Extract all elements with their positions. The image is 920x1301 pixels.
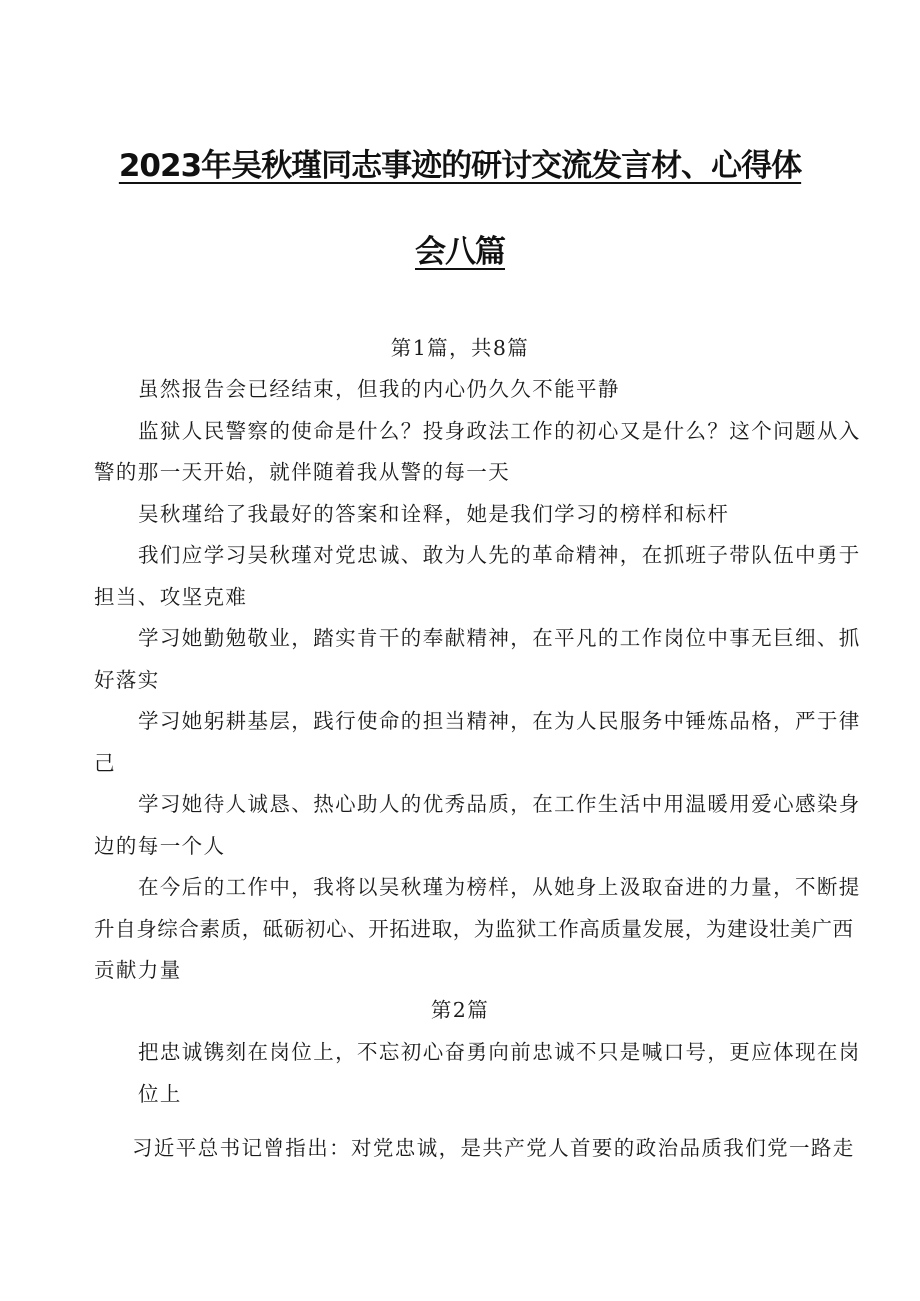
paragraph-line: 担当、攻坚克难 [94, 585, 248, 609]
paragraph-line: 学习她勤勉敬业，踏实肯干的奉献精神，在平凡的工作岗位中事无巨细、抓 [138, 626, 861, 650]
section-1-heading: 第1篇，共8篇 [390, 336, 530, 360]
paragraph-line: 贡献力量 [94, 958, 182, 982]
paragraph-line: 把忠诚镌刻在岗位上，不忘初心奋勇向前忠诚不只是喊口号，更应体现在岗 [138, 1040, 861, 1064]
paragraph-line: 在今后的工作中，我将以吴秋瑾为榜样，从她身上汲取奋进的力量，不断提 [138, 875, 861, 899]
paragraph-line: 习近平总书记曾指出：对党忠诚，是共产党人首要的政治品质我们党一路走 [132, 1136, 855, 1160]
paragraph-line: 虽然报告会已经结束，但我的内心仍久久不能平静 [138, 377, 620, 401]
paragraph-line: 边的每一个人 [94, 834, 226, 858]
document-title-line-1 [0, 140, 920, 185]
document-title-line-2 [0, 226, 920, 271]
paragraph-line: 吴秋瑾给了我最好的答案和诠释，她是我们学习的榜样和标杆 [138, 502, 730, 526]
paragraph-line: 位上 [138, 1082, 182, 1106]
document-title-line-2-text: 会八篇 [415, 234, 505, 270]
paragraph-line: 己 [94, 751, 116, 775]
paragraph-line: 我们应学习吴秋瑾对党忠诚、敢为人先的革命精神，在抓班子带队伍中勇于 [138, 543, 861, 567]
paragraph-line: 学习她待人诚恳、热心助人的优秀品质，在工作生活中用温暖用爱心感染身 [138, 792, 861, 816]
paragraph-line: 警的那一天开始，就伴随着我从警的每一天 [94, 460, 511, 484]
paragraph-line: 监狱人民警察的使命是什么？投身政法工作的初心又是什么？这个问题从入 [138, 419, 861, 443]
paragraph-line: 好落实 [94, 668, 160, 692]
section-2-heading: 第2篇 [430, 998, 490, 1022]
paragraph-line: 升自身综合素质，砥砺初心、开拓进取，为监狱工作高质量发展，为建设壮美广西 [94, 917, 854, 941]
document-title-line-1-text: 2023年吴秋瑾同志事迹的研讨交流发言材、心得体 [118, 148, 802, 184]
paragraph-line: 学习她躬耕基层，践行使命的担当精神，在为人民服务中锤炼品格，严于律 [138, 709, 861, 733]
